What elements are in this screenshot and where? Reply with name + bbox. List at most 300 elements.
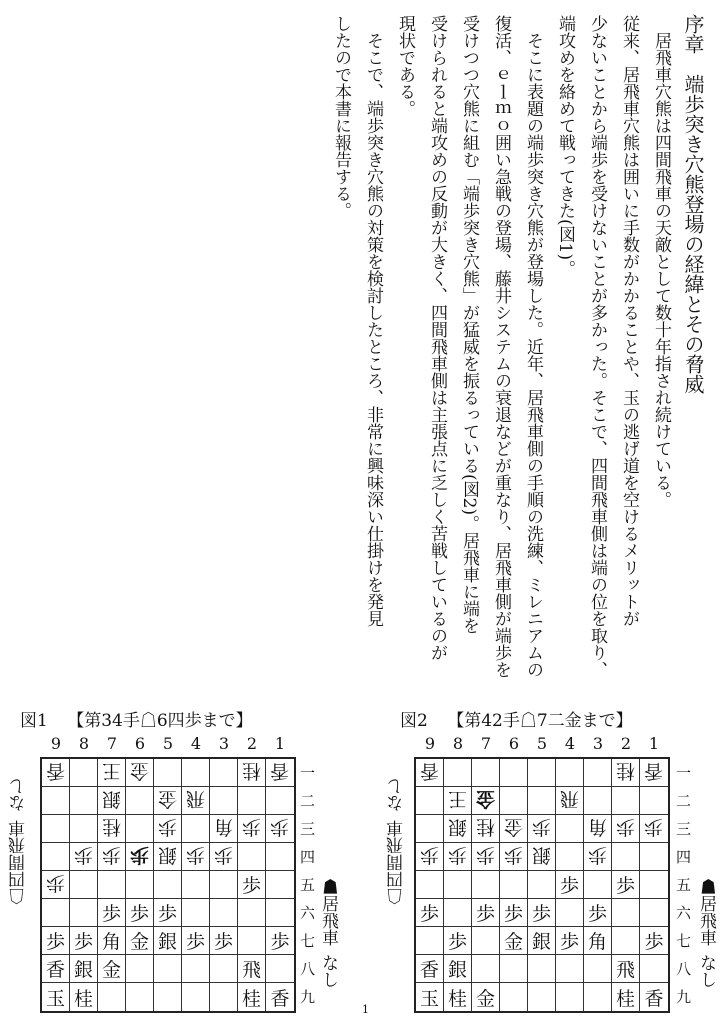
- board-square: [416, 759, 444, 787]
- board-square: [416, 787, 444, 815]
- board-square: [266, 843, 294, 871]
- board-square: [444, 899, 472, 927]
- gote-piece: 歩: [503, 844, 523, 866]
- board-square: [416, 983, 444, 1011]
- board-square: [472, 899, 500, 927]
- file-number: 3: [592, 734, 604, 753]
- board-square: [584, 787, 612, 815]
- board-square: [612, 899, 640, 927]
- gote-piece: 歩: [101, 844, 121, 866]
- board-square: [98, 815, 126, 843]
- gote-piece: 角: [587, 816, 607, 838]
- gote-piece: 飛: [559, 788, 579, 810]
- board-square: [528, 815, 556, 843]
- board-square: [210, 815, 238, 843]
- board-square: [266, 871, 294, 899]
- page-number: 1: [362, 1003, 369, 1016]
- board-square: [472, 955, 500, 983]
- rank-numbers: [676, 759, 691, 1011]
- board-square: [528, 955, 556, 983]
- board-square: [266, 815, 294, 843]
- gote-piece: 王: [101, 760, 121, 782]
- board-square: [182, 927, 210, 955]
- rank-number: 九: [300, 988, 316, 1006]
- gote-player: [6, 755, 31, 905]
- board-square: [612, 787, 640, 815]
- file-number: 2: [246, 734, 258, 753]
- board-square: [612, 955, 640, 983]
- rank-numbers: [300, 759, 315, 1011]
- board-square: [126, 759, 154, 787]
- sente-piece: 歩: [503, 903, 523, 925]
- rank-number: 二: [300, 792, 316, 810]
- board-square: [640, 927, 668, 955]
- board-square: [238, 759, 266, 787]
- file-number: 4: [190, 734, 202, 753]
- sente-name: ☗居飛車: [318, 878, 338, 946]
- board-square: [70, 927, 98, 955]
- board-square: [238, 983, 266, 1011]
- board-square: [444, 871, 472, 899]
- body-line: 現状である。: [395, 15, 415, 117]
- sente-piece: 銀: [157, 931, 177, 953]
- rank-number: 七: [676, 932, 692, 950]
- board-square: [210, 983, 238, 1011]
- gote-piece: 歩: [45, 872, 65, 894]
- board-square: [556, 871, 584, 899]
- board-square: [612, 759, 640, 787]
- file-number: 7: [106, 734, 118, 753]
- board-square: [444, 759, 472, 787]
- sente-piece: 歩: [559, 875, 579, 897]
- gote-piece: 歩: [531, 816, 551, 838]
- board-square: [42, 815, 70, 843]
- board-square: [42, 983, 70, 1011]
- file-number: 3: [218, 734, 230, 753]
- board-square: [472, 983, 500, 1011]
- board-square: [472, 871, 500, 899]
- board-square: [556, 955, 584, 983]
- board-square: [444, 955, 472, 983]
- board-square: [210, 759, 238, 787]
- sente-piece: 銀: [531, 931, 551, 953]
- rank-number: 五: [676, 876, 692, 894]
- board-square: [444, 815, 472, 843]
- gote-piece: 金: [129, 760, 149, 782]
- sente-piece: 歩: [587, 903, 607, 925]
- gote-piece: 桂: [615, 760, 635, 782]
- gote-piece: 歩: [587, 844, 607, 866]
- board-square: [154, 955, 182, 983]
- board-square: [266, 787, 294, 815]
- board-square: [126, 899, 154, 927]
- board-square: [640, 983, 668, 1011]
- body-line: そこに表題の端歩突き穴熊が登場した。近年、居飛車側の手順の洗練、ミレニアムの: [523, 15, 543, 678]
- board-square: [500, 927, 528, 955]
- sente-piece: 金: [129, 931, 149, 953]
- board-square: [584, 871, 612, 899]
- gote-piece: 歩: [73, 844, 93, 866]
- board-square: [98, 927, 126, 955]
- board-square: [472, 843, 500, 871]
- board-square: [70, 983, 98, 1011]
- board-square: [640, 815, 668, 843]
- board-square: [528, 759, 556, 787]
- gote-piece: 銀: [101, 788, 121, 810]
- board-square: [556, 815, 584, 843]
- file-number: 8: [452, 734, 464, 753]
- board-square: [182, 843, 210, 871]
- sente-piece: 歩: [129, 903, 149, 925]
- board-square: [612, 927, 640, 955]
- gote-piece: 飛: [185, 788, 205, 810]
- board-square: [416, 843, 444, 871]
- sente-piece: 歩: [419, 903, 439, 925]
- board-square: [154, 787, 182, 815]
- board-square: [640, 843, 668, 871]
- sente-player: [694, 878, 719, 988]
- diagram-move-caption: 【第42手☖7二金まで】: [447, 711, 633, 731]
- gote-piece: 金: [503, 816, 523, 838]
- file-number: 2: [620, 734, 632, 753]
- board-square: [182, 983, 210, 1011]
- body-line: 復活、ｅｌｍｏ囲い急戦の登場、藤井システムの衰退などが重なり、居飛車側が端歩を: [491, 15, 511, 678]
- sente-piece: 歩: [45, 931, 65, 953]
- rank-number: 六: [676, 904, 692, 922]
- board-square: [500, 787, 528, 815]
- sente-piece: 銀: [447, 959, 467, 981]
- board-square: [42, 955, 70, 983]
- rank-number: 七: [300, 932, 316, 950]
- board-square: [126, 815, 154, 843]
- sente-piece: 角: [101, 931, 121, 953]
- gote-piece: 香: [270, 760, 290, 782]
- board-square: [556, 843, 584, 871]
- sente-piece: 歩: [559, 931, 579, 953]
- sente-piece: 桂: [447, 987, 467, 1010]
- board-square: [126, 927, 154, 955]
- body-line: 少ないことから端歩を受けないことが多かった。そこで、四間飛車側は端の位を取り、: [587, 15, 607, 678]
- board-square: [416, 927, 444, 955]
- gote-hand: なし: [387, 778, 407, 812]
- gote-piece: 香: [419, 760, 439, 782]
- sente-piece: 玉: [45, 987, 65, 1010]
- board-square: [472, 787, 500, 815]
- board-square: [500, 871, 528, 899]
- gote-name: ☖四間飛車: [9, 820, 29, 905]
- gote-piece: 銀: [157, 844, 177, 866]
- gote-piece: 歩: [644, 816, 664, 838]
- sente-piece: 桂: [615, 987, 635, 1010]
- file-number: 7: [480, 734, 492, 753]
- board-square: [154, 899, 182, 927]
- gote-piece: 香: [644, 760, 664, 782]
- sente-piece: 歩: [241, 875, 261, 897]
- file-number: 1: [274, 734, 286, 753]
- board-square: [42, 787, 70, 815]
- board-square: [210, 955, 238, 983]
- sente-piece: 歩: [213, 931, 233, 953]
- board-square: [500, 759, 528, 787]
- board-square: [444, 843, 472, 871]
- sente-piece: 歩: [101, 903, 121, 925]
- file-number: 4: [564, 734, 576, 753]
- gote-piece: 金: [475, 788, 495, 810]
- sente-hand: なし: [318, 954, 338, 988]
- gote-piece: 歩: [270, 816, 290, 838]
- shogi-board-2: [414, 757, 670, 1013]
- board-square: [528, 899, 556, 927]
- rank-number: 八: [300, 960, 316, 978]
- body-line: したので本書に報告する。: [331, 15, 351, 219]
- sente-player: [316, 878, 341, 988]
- board-square: [154, 843, 182, 871]
- gote-piece: 歩: [615, 816, 635, 838]
- diagram-2-caption: [400, 706, 633, 731]
- sente-piece: 歩: [447, 931, 467, 953]
- rank-number: 九: [676, 988, 692, 1006]
- board-square: [584, 955, 612, 983]
- board-square: [416, 899, 444, 927]
- board-square: [98, 787, 126, 815]
- chapter-title: 序章 端歩突き穴熊登場の経緯とその脅威: [681, 14, 705, 394]
- sente-piece: 歩: [73, 931, 93, 953]
- board-square: [210, 871, 238, 899]
- board-square: [556, 759, 584, 787]
- board-square: [182, 759, 210, 787]
- file-number: 8: [78, 734, 90, 753]
- board-square: [612, 815, 640, 843]
- rank-number: 一: [676, 764, 692, 782]
- board-square: [500, 899, 528, 927]
- board-square: [98, 871, 126, 899]
- board-square: [612, 983, 640, 1011]
- board-square: [98, 899, 126, 927]
- sente-piece: 銀: [73, 959, 93, 981]
- board-square: [98, 983, 126, 1011]
- body-line: 端攻めを絡めて戦ってきた(図1)。: [555, 15, 575, 278]
- board-square: [584, 899, 612, 927]
- body-line: そこで、端歩突き穴熊の対策を検討したところ、非常に興味深い仕掛けを発見: [363, 15, 383, 627]
- file-number: 9: [424, 734, 436, 753]
- gote-piece: 桂: [101, 816, 121, 838]
- sente-hand: なし: [696, 954, 716, 988]
- file-numbers: [42, 734, 294, 753]
- sente-piece: 香: [644, 987, 664, 1010]
- board-square: [640, 759, 668, 787]
- board-square: [238, 815, 266, 843]
- board-square: [528, 983, 556, 1011]
- board-square: [70, 815, 98, 843]
- gote-piece: 桂: [241, 760, 261, 782]
- gote-player: [384, 755, 409, 905]
- board-square: [500, 843, 528, 871]
- board-square: [556, 983, 584, 1011]
- rank-number: 八: [676, 960, 692, 978]
- board-square: [444, 983, 472, 1011]
- board-square: [210, 843, 238, 871]
- sente-piece: 歩: [157, 903, 177, 925]
- gote-piece: 歩: [475, 844, 495, 866]
- sente-piece: 歩: [475, 903, 495, 925]
- board-square: [182, 787, 210, 815]
- body-line: 受けつつ穴熊に組む「端歩突き穴熊」が猛威を振るっている(図2)。居飛車に端を: [459, 15, 479, 635]
- board-square: [70, 871, 98, 899]
- board-square: [154, 983, 182, 1011]
- gote-piece: 香: [45, 760, 65, 782]
- board-square: [266, 983, 294, 1011]
- diagram-label: 図2: [400, 711, 428, 731]
- gote-hand: なし: [9, 778, 29, 812]
- board-square: [126, 955, 154, 983]
- board-square: [70, 899, 98, 927]
- board-square: [584, 927, 612, 955]
- file-number: 6: [134, 734, 146, 753]
- sente-piece: 歩: [615, 875, 635, 897]
- board-square: [584, 843, 612, 871]
- board-square: [98, 759, 126, 787]
- gote-piece: 歩: [185, 844, 205, 866]
- board-square: [70, 843, 98, 871]
- board-square: [472, 759, 500, 787]
- diagram-1-caption: [20, 706, 253, 731]
- board-square: [154, 759, 182, 787]
- gote-name: ☖四間飛車: [387, 820, 407, 905]
- board-square: [266, 927, 294, 955]
- board-square: [210, 927, 238, 955]
- sente-piece: 角: [587, 931, 607, 953]
- board-square: [238, 787, 266, 815]
- gote-piece: 銀: [447, 816, 467, 838]
- sente-piece: 香: [270, 987, 290, 1010]
- board-square: [584, 815, 612, 843]
- board-square: [238, 843, 266, 871]
- board-square: [556, 927, 584, 955]
- board-square: [444, 787, 472, 815]
- board-square: [640, 899, 668, 927]
- board-square: [556, 899, 584, 927]
- board-square: [126, 843, 154, 871]
- sente-piece: 香: [419, 959, 439, 981]
- sente-piece: 金: [503, 931, 523, 953]
- rank-number: 四: [300, 848, 316, 866]
- board-square: [416, 871, 444, 899]
- body-line: 従来、居飛車穴熊は囲いに手数がかかることや、玉の逃げ道を空けるメリットが: [619, 15, 639, 627]
- board-square: [584, 759, 612, 787]
- sente-piece: 歩: [644, 931, 664, 953]
- gote-piece: 歩: [419, 844, 439, 866]
- board-square: [98, 843, 126, 871]
- board-square: [98, 955, 126, 983]
- board-square: [42, 843, 70, 871]
- sente-piece: 飛: [241, 959, 261, 981]
- board-square: [42, 899, 70, 927]
- body-line: 受けられると端攻めの反動が大きく、四間飛車側は主張点に乏しく苦戦しているのが: [427, 15, 447, 661]
- board-square: [266, 759, 294, 787]
- board-square: [238, 871, 266, 899]
- file-number: 1: [648, 734, 660, 753]
- file-number: 9: [50, 734, 62, 753]
- board-square: [182, 871, 210, 899]
- sente-piece: 歩: [270, 931, 290, 953]
- board-square: [70, 787, 98, 815]
- board-square: [416, 955, 444, 983]
- rank-number: 二: [676, 792, 692, 810]
- gote-piece: 桂: [475, 816, 495, 838]
- board-square: [70, 759, 98, 787]
- board-square: [126, 787, 154, 815]
- board-square: [210, 787, 238, 815]
- board-square: [154, 815, 182, 843]
- board-square: [70, 955, 98, 983]
- board-square: [126, 983, 154, 1011]
- board-square: [472, 927, 500, 955]
- board-square: [210, 899, 238, 927]
- board-square: [584, 983, 612, 1011]
- sente-piece: 桂: [73, 987, 93, 1010]
- sente-name: ☗居飛車: [696, 878, 716, 946]
- board-square: [238, 927, 266, 955]
- rank-number: 五: [300, 876, 316, 894]
- board-square: [640, 955, 668, 983]
- file-numbers: [416, 734, 668, 753]
- gote-piece: 王: [447, 788, 467, 810]
- rank-number: 三: [300, 820, 316, 838]
- shogi-board-1: [40, 757, 296, 1013]
- rank-number: 一: [300, 764, 316, 782]
- board-square: [182, 899, 210, 927]
- gote-piece: 歩: [447, 844, 467, 866]
- sente-piece: 金: [101, 959, 121, 981]
- board-square: [528, 787, 556, 815]
- board-square: [640, 787, 668, 815]
- board-square: [500, 983, 528, 1011]
- board-square: [42, 927, 70, 955]
- board-square: [154, 927, 182, 955]
- body-line: 居飛車穴熊は四間飛車の天敵として数十年指され続けている。: [651, 15, 671, 508]
- rank-number: 六: [300, 904, 316, 922]
- board-square: [612, 843, 640, 871]
- gote-piece: 金: [157, 788, 177, 810]
- board-square: [444, 927, 472, 955]
- gote-piece: 歩: [213, 844, 233, 866]
- board-square: [182, 955, 210, 983]
- board-square: [266, 899, 294, 927]
- sente-piece: 歩: [531, 903, 551, 925]
- sente-piece: 金: [475, 987, 495, 1010]
- board-square: [266, 955, 294, 983]
- board-square: [238, 955, 266, 983]
- board-square: [500, 955, 528, 983]
- board-square: [640, 871, 668, 899]
- diagram-label: 図1: [20, 711, 48, 731]
- rank-number: 四: [676, 848, 692, 866]
- rank-number: 三: [676, 820, 692, 838]
- board-square: [556, 787, 584, 815]
- sente-piece: 歩: [185, 931, 205, 953]
- board-square: [182, 815, 210, 843]
- board-square: [154, 871, 182, 899]
- sente-piece: 玉: [419, 987, 439, 1010]
- board-square: [612, 871, 640, 899]
- gote-piece: 歩: [157, 816, 177, 838]
- board-square: [42, 871, 70, 899]
- board-square: [500, 815, 528, 843]
- board-square: [416, 815, 444, 843]
- board-square: [528, 843, 556, 871]
- board-square: [42, 759, 70, 787]
- board-square: [472, 815, 500, 843]
